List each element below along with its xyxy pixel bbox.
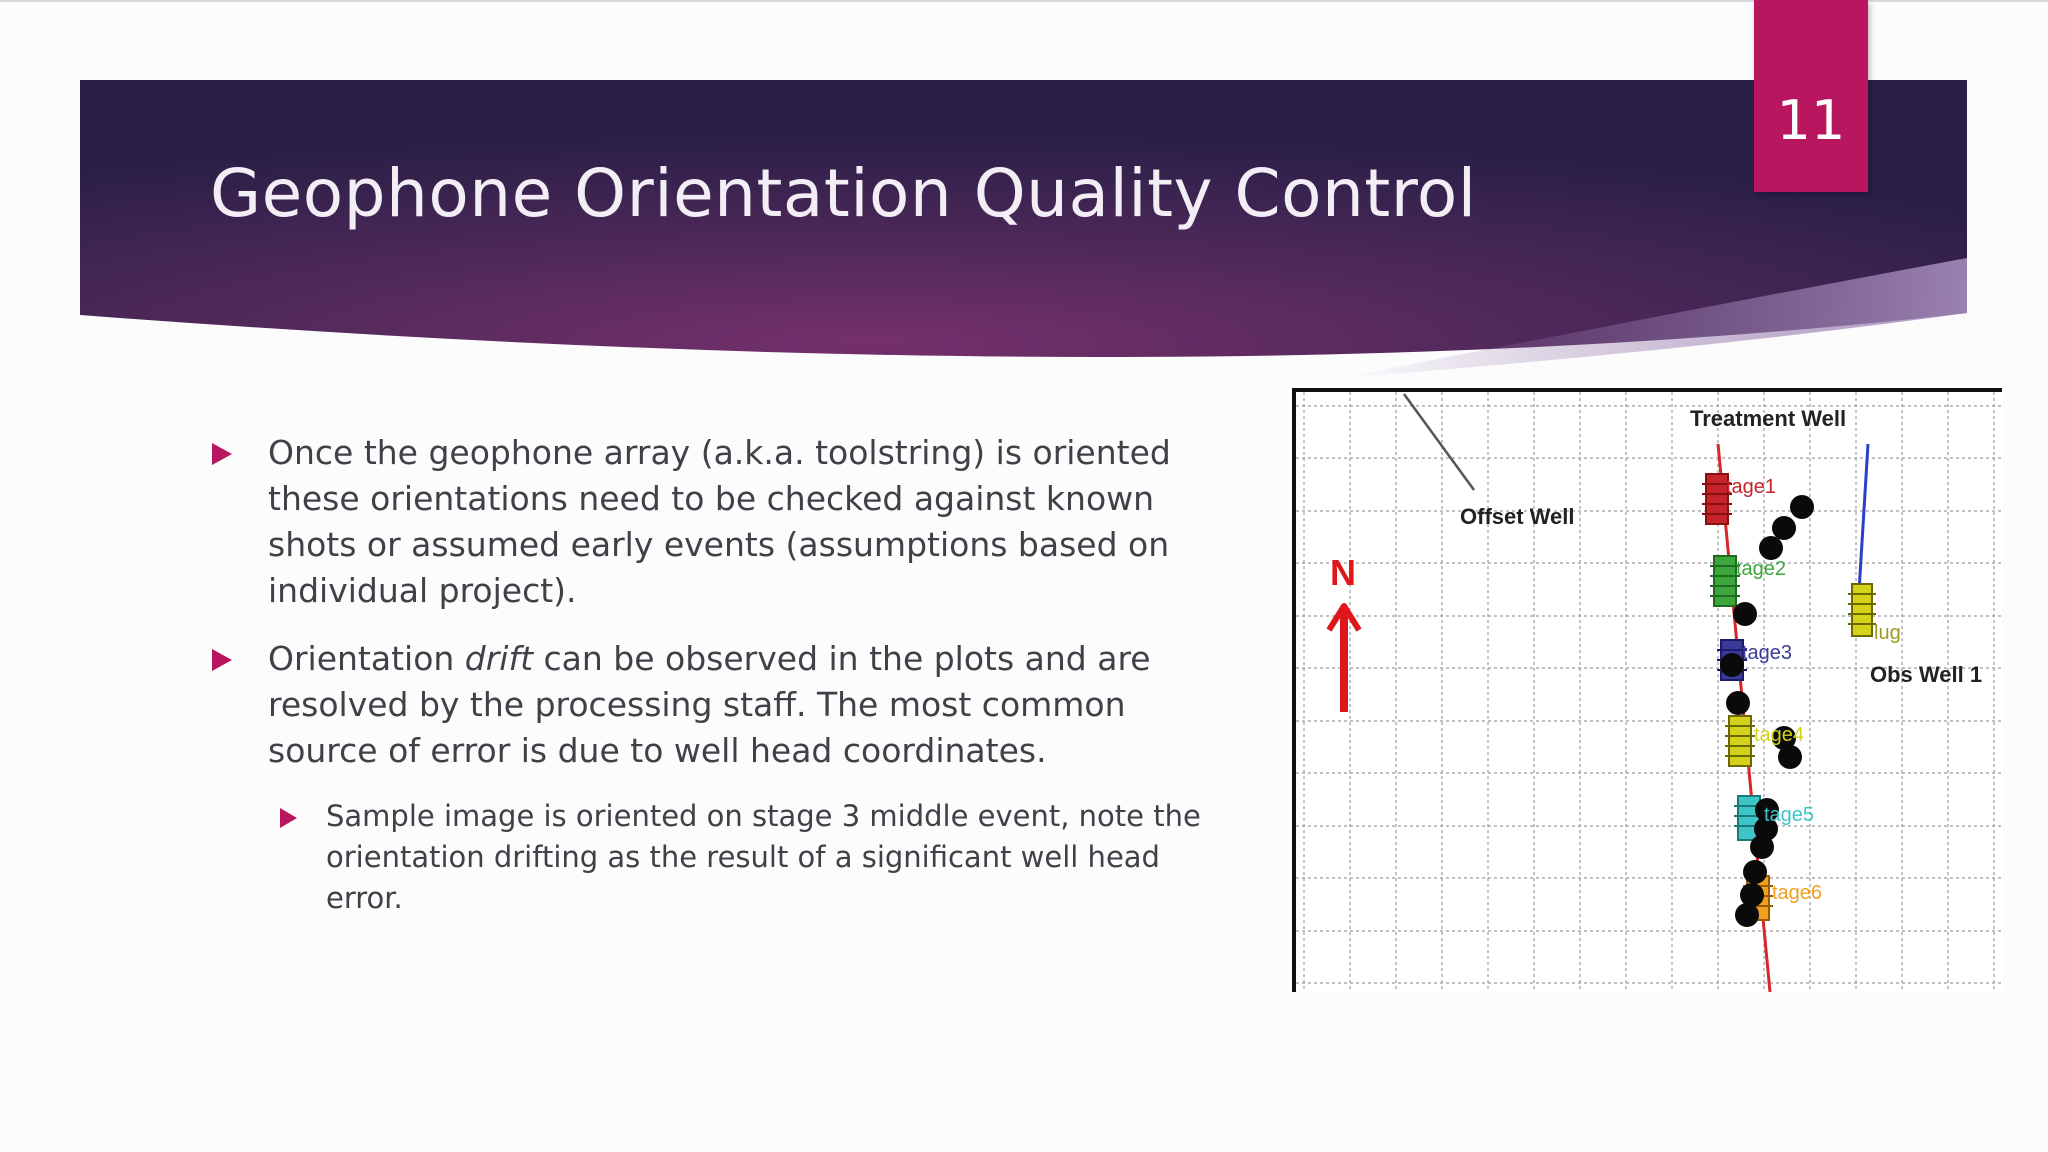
plug-label: lug: [1874, 622, 1901, 644]
page-number-badge: [1754, 0, 1868, 192]
treatment-well-label: Treatment Well: [1690, 406, 1847, 431]
bullet-list: [208, 430, 1208, 919]
sub-bullet-text: Sample image is oriented on stage 3 middle event, note the orientation drifting as the result of a significant well head error.: [326, 799, 1201, 915]
page-number: 11: [1776, 89, 1846, 152]
bullet-text: Once the geophone array (a.k.a. toolstring) is oriented these orientations need to be checked against known shots or assumed early events (assumptions based on individual project).: [268, 433, 1171, 610]
bullet-marker-icon: [212, 443, 232, 465]
obs-well-label: Obs Well 1: [1870, 662, 1983, 687]
stage-label: tage1: [1726, 476, 1777, 498]
orientation-figure: [1292, 388, 2002, 992]
stage-label: tage6: [1772, 882, 1823, 904]
stage-label: tage3: [1742, 642, 1793, 664]
bullet-text-after: can be observed in the plots and are resolved by the processing staff. The most common source of error is due to well head coordinates.: [268, 639, 1151, 770]
north-label: N: [1330, 552, 1356, 593]
offset-well-trace: [1404, 394, 1474, 490]
stage-label: tage5: [1764, 804, 1815, 826]
bullet-marker-icon: [280, 808, 297, 828]
sub-bullet-item: [276, 796, 1208, 919]
offset-well-label: Offset Well: [1460, 504, 1575, 529]
bullet-text-before: Orientation: [268, 639, 465, 678]
slide-title: Geophone Orientation Quality Control: [210, 155, 1477, 232]
bullet-marker-icon: [212, 649, 232, 671]
bullet-item: [208, 430, 1208, 614]
stage-label: tage4: [1754, 724, 1805, 746]
stage-label: tage2: [1736, 558, 1787, 580]
figure-canvas: [1296, 392, 2002, 992]
bullet-item: [208, 636, 1208, 774]
bullet-emphasis: drift: [464, 639, 534, 678]
